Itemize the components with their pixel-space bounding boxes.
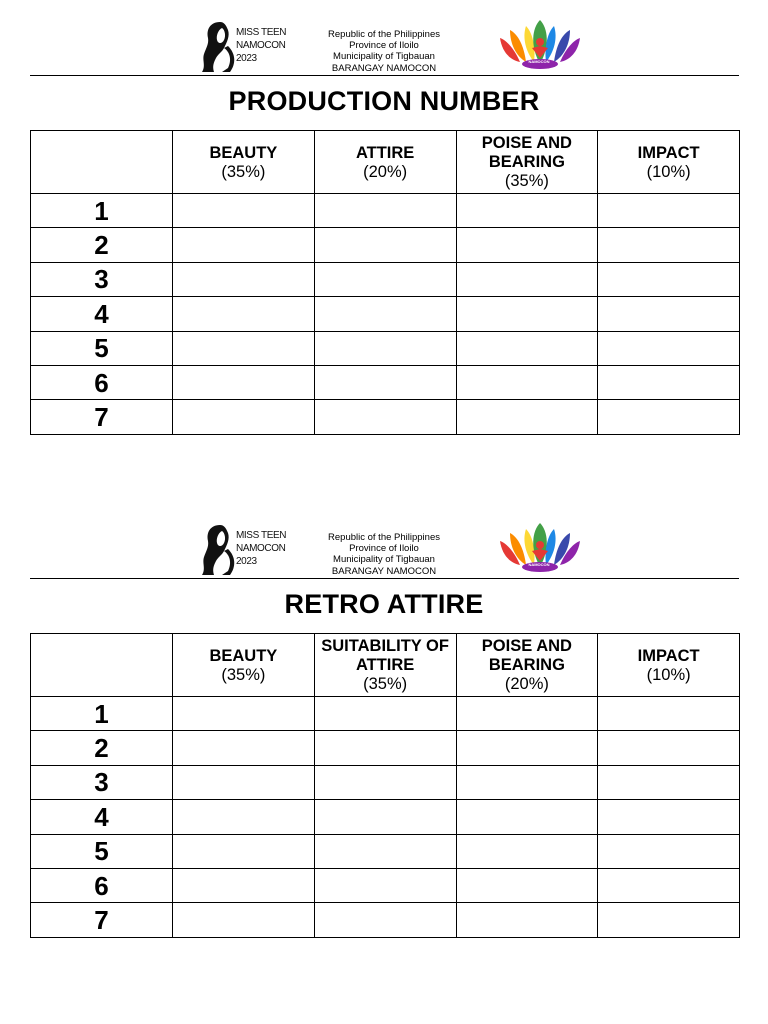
contestant-number: 3	[31, 765, 173, 799]
score-cell[interactable]	[598, 800, 740, 834]
score-cell[interactable]	[456, 800, 598, 834]
section-title: RETRO ATTIRE	[284, 589, 484, 619]
score-cell[interactable]	[456, 297, 598, 331]
score-cell[interactable]	[598, 731, 740, 765]
score-cell[interactable]	[173, 331, 315, 365]
score-cell[interactable]	[456, 331, 598, 365]
lotus-logo	[496, 521, 584, 577]
contestant-number: 3	[31, 262, 173, 296]
score-cell[interactable]	[314, 331, 456, 365]
table-row	[31, 400, 740, 434]
criterion-label: POISE AND BEARING	[481, 637, 572, 674]
score-cell[interactable]	[173, 868, 315, 902]
contestant-number: 1	[31, 697, 173, 731]
address-line: Republic of the Philippines	[328, 532, 440, 543]
criterion-percent: (20%)	[504, 675, 549, 693]
score-cell[interactable]	[173, 834, 315, 868]
score-cell[interactable]	[456, 731, 598, 765]
score-cell[interactable]	[456, 834, 598, 868]
score-cell[interactable]	[598, 868, 740, 902]
contestant-number: 6	[31, 365, 173, 399]
criterion-label: ATTIRE	[355, 143, 415, 162]
header-cell	[598, 131, 740, 194]
score-sheet-retro-attire	[0, 517, 768, 957]
header-cell-blank	[31, 634, 173, 697]
table-row	[31, 228, 740, 262]
header-divider	[30, 578, 739, 579]
header-cell	[173, 634, 315, 697]
score-cell[interactable]	[314, 731, 456, 765]
table-row	[31, 765, 740, 799]
lotus-icon	[496, 18, 584, 74]
logo-left-text: MISS TEEN NAMOCON 2023	[236, 530, 287, 567]
criterion-percent: (35%)	[221, 162, 266, 181]
criterion-label: BEAUTY	[209, 143, 278, 162]
score-cell[interactable]	[314, 400, 456, 434]
logo-right-text: NAMOCON	[528, 59, 550, 64]
criterion-label: IMPACT	[637, 143, 700, 162]
score-cell[interactable]	[598, 400, 740, 434]
score-cell[interactable]	[456, 903, 598, 937]
table-header-row	[31, 634, 740, 697]
score-cell[interactable]	[173, 765, 315, 799]
address-line: Republic of the Philippines	[328, 29, 440, 40]
score-cell[interactable]	[173, 731, 315, 765]
table-row	[31, 800, 740, 834]
header-divider	[30, 75, 739, 76]
score-cell[interactable]	[598, 194, 740, 228]
contestant-number: 1	[31, 194, 173, 228]
section-title: PRODUCTION NUMBER	[228, 86, 540, 116]
score-cell[interactable]	[173, 903, 315, 937]
criterion-label: IMPACT	[637, 646, 700, 665]
criterion-percent: (10%)	[646, 665, 691, 684]
table-row	[31, 262, 740, 296]
score-cell[interactable]	[173, 400, 315, 434]
address-line: BARANGAY NAMOCON	[331, 62, 437, 74]
header-cell	[314, 634, 456, 697]
score-cell[interactable]	[456, 765, 598, 799]
contestant-number: 7	[31, 400, 173, 434]
criterion-percent: (35%)	[504, 172, 549, 190]
criterion-percent: (35%)	[363, 675, 408, 693]
table-row	[31, 297, 740, 331]
score-cell[interactable]	[314, 868, 456, 902]
contestant-number: 6	[31, 868, 173, 902]
header-cell	[314, 131, 456, 194]
table-row	[31, 697, 740, 731]
contestant-number: 5	[31, 331, 173, 365]
score-cell[interactable]	[456, 228, 598, 262]
logo-right-text: NAMOCON	[528, 562, 550, 567]
address-line: Province of Iloilo	[349, 40, 419, 52]
woman-silhouette-icon	[200, 521, 240, 577]
table-header-row	[31, 131, 740, 194]
miss-teen-logo	[200, 18, 288, 74]
criterion-label: BEAUTY	[209, 646, 278, 665]
address-line: Province of Iloilo	[349, 543, 419, 555]
criterion-label: POISE AND BEARING	[481, 134, 572, 171]
score-cell[interactable]	[598, 697, 740, 731]
score-cell[interactable]	[314, 765, 456, 799]
miss-teen-logo	[200, 521, 288, 577]
table-row	[31, 331, 740, 365]
header-cell	[456, 131, 598, 194]
header-cell-blank	[31, 131, 173, 194]
score-cell[interactable]	[598, 297, 740, 331]
score-cell[interactable]	[173, 194, 315, 228]
score-cell[interactable]	[173, 365, 315, 399]
contestant-number: 4	[31, 297, 173, 331]
header-cell	[456, 634, 598, 697]
criterion-percent: (35%)	[221, 665, 266, 684]
contestant-number: 2	[31, 228, 173, 262]
score-cell[interactable]	[598, 765, 740, 799]
score-table	[30, 633, 740, 938]
score-cell[interactable]	[314, 834, 456, 868]
score-cell[interactable]	[173, 697, 315, 731]
score-cell[interactable]	[598, 834, 740, 868]
score-cell[interactable]	[314, 365, 456, 399]
score-cell[interactable]	[598, 903, 740, 937]
score-cell[interactable]	[598, 331, 740, 365]
table-row	[31, 903, 740, 937]
score-cell[interactable]	[456, 262, 598, 296]
contestant-number: 7	[31, 903, 173, 937]
score-cell[interactable]	[456, 400, 598, 434]
score-cell[interactable]	[314, 262, 456, 296]
table-row	[31, 365, 740, 399]
score-cell[interactable]	[598, 228, 740, 262]
score-cell[interactable]	[314, 297, 456, 331]
score-cell[interactable]	[314, 194, 456, 228]
score-cell[interactable]	[314, 903, 456, 937]
score-sheet-production-number	[0, 14, 768, 454]
logo-left-text: MISS TEEN NAMOCON 2023	[236, 27, 287, 64]
address-block	[300, 29, 468, 74]
score-cell[interactable]	[173, 262, 315, 296]
contestant-number: 2	[31, 731, 173, 765]
criterion-percent: (10%)	[646, 162, 691, 181]
score-cell[interactable]	[314, 800, 456, 834]
address-block	[300, 532, 468, 577]
contestant-number: 4	[31, 800, 173, 834]
address-line: BARANGAY NAMOCON	[331, 565, 437, 577]
letterhead	[0, 14, 768, 76]
address-line: Municipality of Tigbauan	[333, 51, 435, 63]
score-cell[interactable]	[173, 228, 315, 262]
address-line: Municipality of Tigbauan	[333, 554, 435, 566]
table-row	[31, 731, 740, 765]
criterion-percent: (20%)	[363, 162, 408, 181]
score-cell[interactable]	[314, 228, 456, 262]
score-cell[interactable]	[456, 365, 598, 399]
letterhead	[0, 517, 768, 579]
score-cell[interactable]	[456, 868, 598, 902]
lotus-icon	[496, 521, 584, 577]
woman-silhouette-icon	[200, 18, 240, 74]
score-cell[interactable]	[598, 262, 740, 296]
lotus-logo	[496, 18, 584, 74]
table-row	[31, 194, 740, 228]
score-cell[interactable]	[456, 697, 598, 731]
criterion-label: SUITABILITY OF ATTIRE	[321, 637, 449, 674]
score-table	[30, 130, 740, 435]
table-row	[31, 834, 740, 868]
score-cell[interactable]	[598, 365, 740, 399]
score-cell[interactable]	[173, 297, 315, 331]
score-cell[interactable]	[314, 697, 456, 731]
score-cell[interactable]	[456, 194, 598, 228]
contestant-number: 5	[31, 834, 173, 868]
score-cell[interactable]	[173, 800, 315, 834]
header-cell	[173, 131, 315, 194]
table-row	[31, 868, 740, 902]
header-cell	[598, 634, 740, 697]
